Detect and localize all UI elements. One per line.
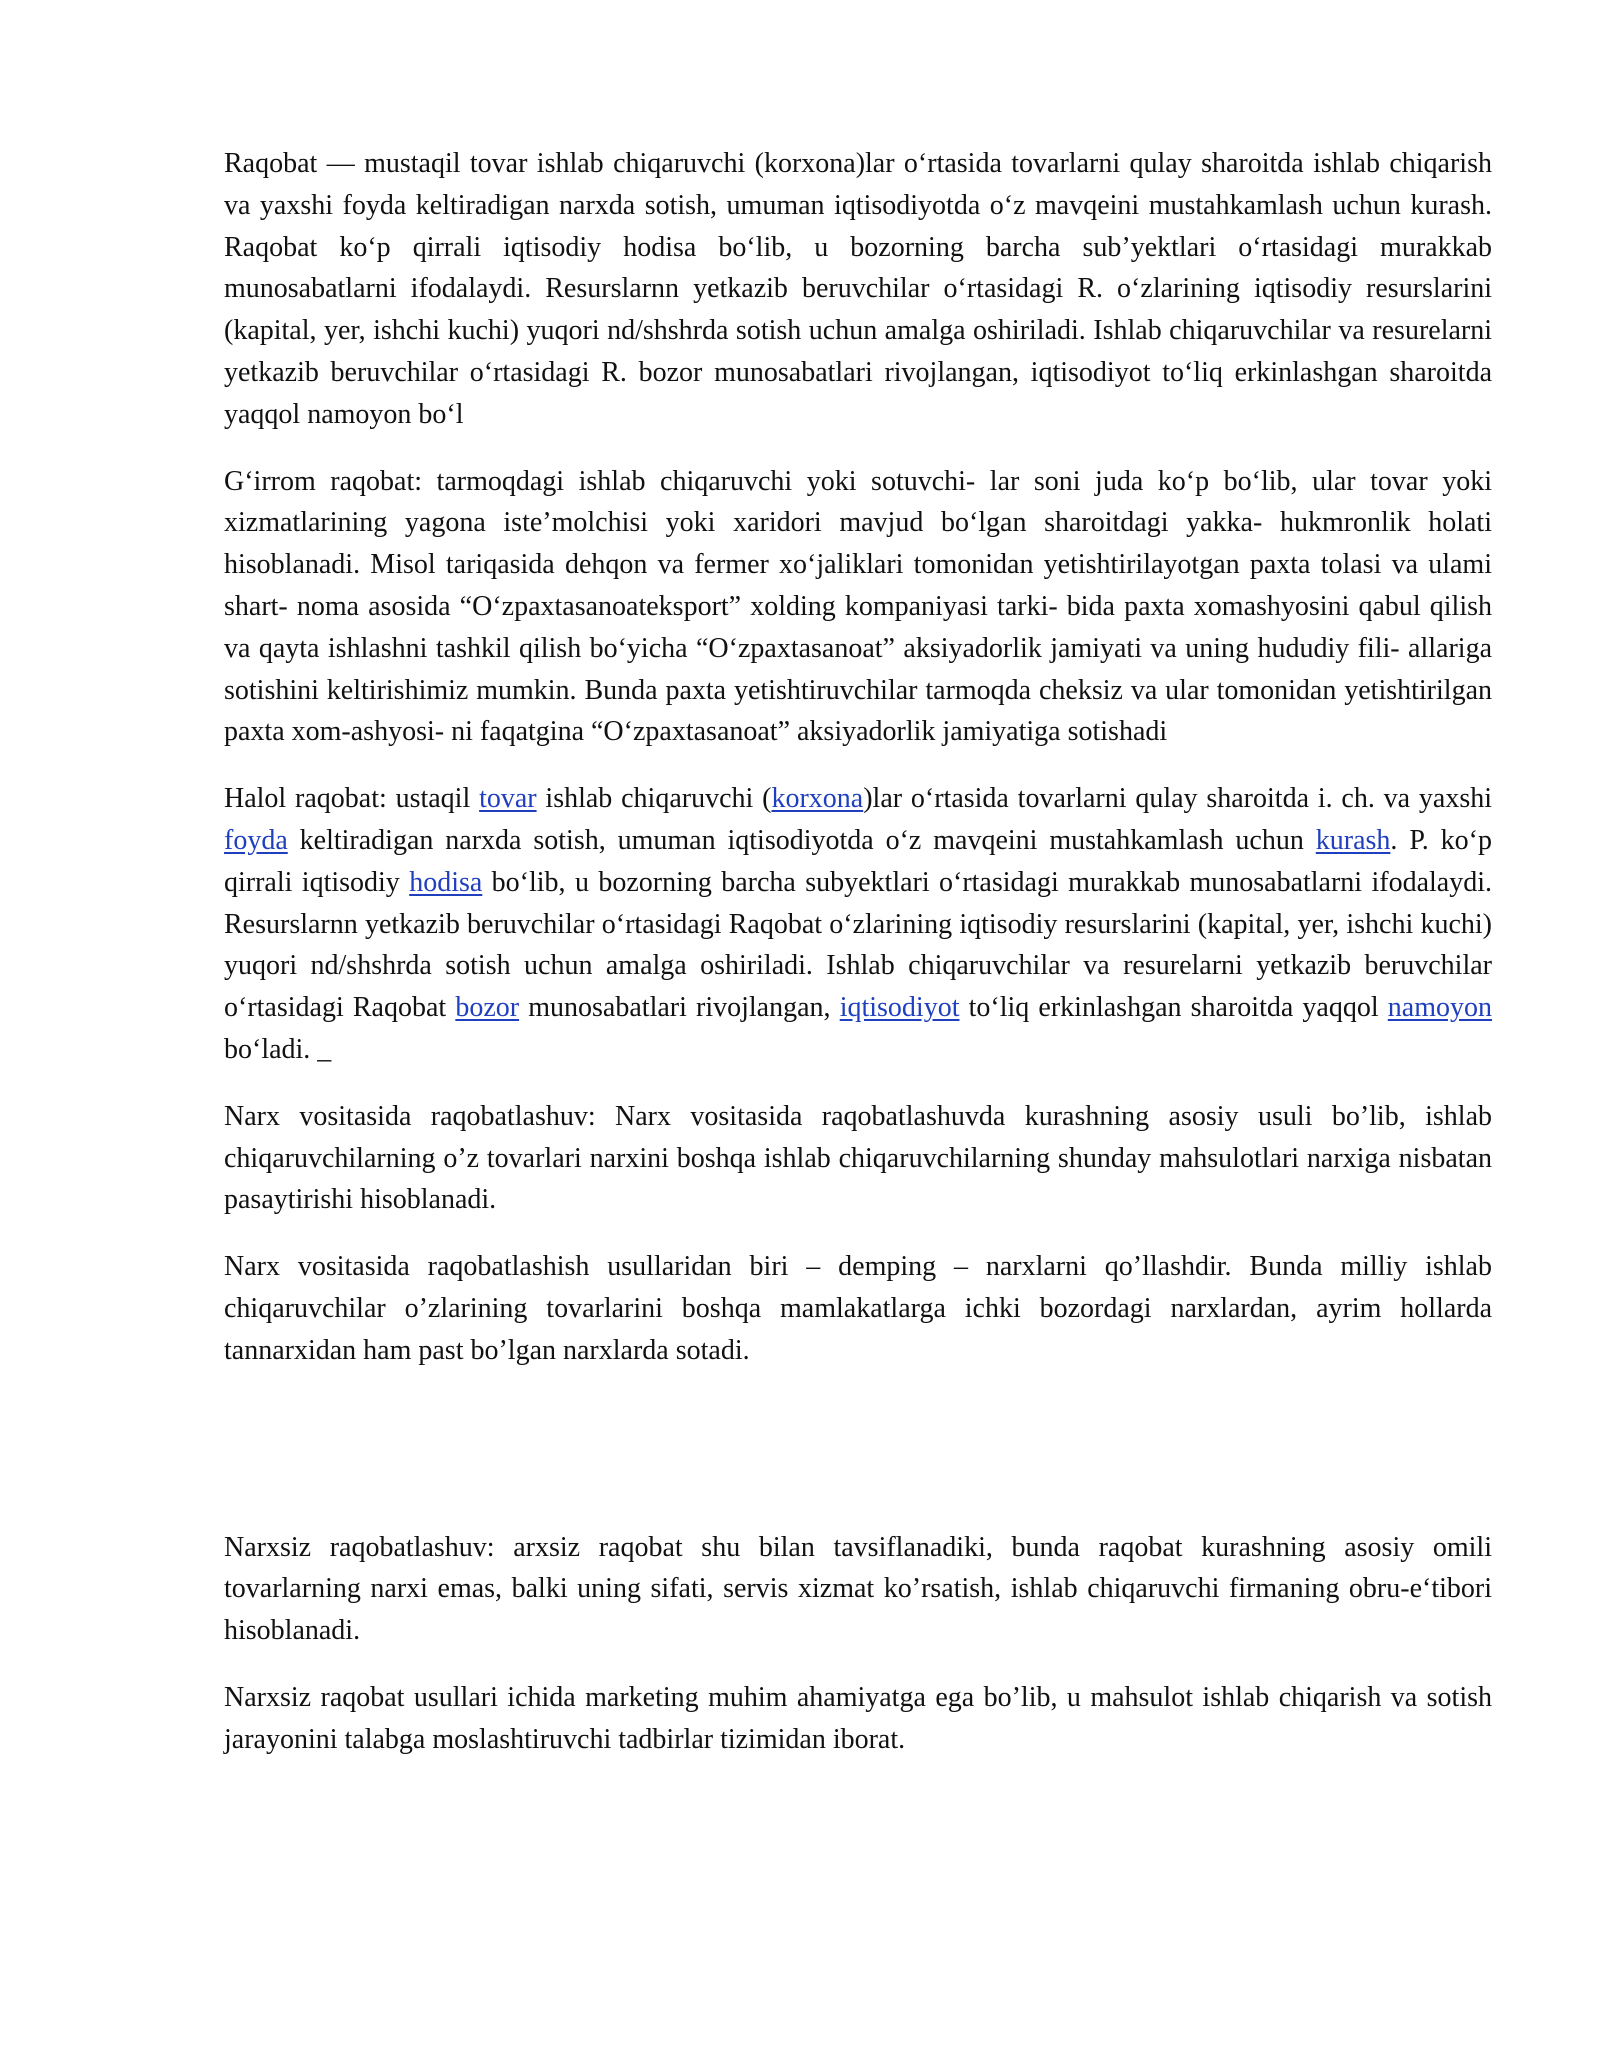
paragraph-text: bo‘ladi. _ bbox=[224, 1033, 332, 1065]
paragraph-text: bo‘lib, u bozorning barcha subyektlari o‘rtasidagi murakkab munosabatlarni ifodalaydi. Resurslarnn yetkazib beruvchilar o‘rtasidagi Raqobat o‘zlarining iqtisodiy resurslarini (kapital, yer, ishchi kuchi) yuqori nd/shshrda sotish uchun amalga oshiriladi. Ishlab chiqaruvchilar va resurelarni yetkazib beruvchilar o‘rtasidagi Raqobat bbox=[224, 866, 1492, 1024]
document-page bbox=[224, 143, 1492, 1786]
link-korxona[interactable]: korxona bbox=[771, 783, 864, 815]
link-kurash[interactable]: kurash bbox=[1315, 824, 1391, 856]
paragraph-text: )lar o‘rtasida tovarlarni qulay sharoitda i. ch. va yaxshi bbox=[863, 783, 1493, 815]
link-namoyon[interactable]: namoyon bbox=[1387, 992, 1492, 1024]
paragraph-narxsiz-marketing bbox=[224, 1677, 1492, 1761]
paragraph-text: Halol raqobat: ustaqil bbox=[224, 783, 480, 815]
paragraph-text: G‘irrom raqobat: tarmoqdagi ishlab chiqaruvchi yoki sotuvchi- lar soni juda ko‘p bo‘lib, ular tovar yoki xizmatlarining yagona iste’molchisi yoki xaridori mavjud bo‘lgan sharoitdagi yakka- hukmronlik holati hisoblanadi. Misol tariqasida dehqon va fermer xo‘jaliklari tomonidan yetishtirilayotgan paxta tolasi va ulami shart- noma asosida “O‘zpaxtasanoateksport” xolding kompaniyasi tarki- bida paxta xomashyosini qabul qilish va qayta ishlashni tashkil qilish bo‘yicha “O‘zpaxtasanoat” aksiyadorlik jamiyati va uning hududiy fili- allariga sotishini keltirishimiz mumkin. Bunda paxta yetishtiruvchilar tarmoqda cheksiz va ular tomonidan yetishtirilgan paxta xom-ashyosi- ni faqatgina “O‘zpaxtasanoat” aksiyadorlik jamiyatiga sotishadi bbox=[224, 465, 1492, 748]
paragraph-text: munosabatlari rivojlangan, bbox=[519, 992, 840, 1024]
link-hodisa[interactable]: hodisa bbox=[409, 866, 483, 898]
paragraph-text: Narx vositasida raqobatlashuv: Narx vositasida raqobatlashuvda kurashning asosiy usuli bo’lib, ishlab chiqaruvchilarning o’z tovarlari narxini boshqa ishlab chiqaruvchilarning shunday mahsulotlari narxiga nisbatan pasaytirishi hisoblanadi. bbox=[224, 1100, 1492, 1216]
paragraph-text: Raqobat — mustaqil tovar ishlab chiqaruvchi (korxona)lar o‘rtasida tovarlarni qulay sharoitda ishlab chiqarish va yaxshi foyda keltiradigan narxda sotish, umuman iqtisodiyotda o‘z mavqeini mustahkamlash uchun kurash. Raqobat ko‘p qirrali iqtisodiy hodisa bo‘lib, u bozorning barcha sub’yektlari o‘rtasidagi murakkab munosabatlarni ifodalaydi. Resurslarnn yetkazib beruvchilar o‘rtasidagi R. o‘zlarining iqtisodiy resurslarini (kapital, yer, ishchi kuchi) yuqori nd/shshrda sotish uchun amalga oshiriladi. Ishlab chiqaruvchilar va resurelarni yetkazib beruvchilar o‘rtasidagi R. bozor munosabatlari rivojlangan, iqtisodiyot to‘liq erkinlashgan sharoitda yaqqol namoyon bo‘l bbox=[224, 148, 1492, 430]
paragraph-text: ishlab chiqaruvchi ( bbox=[536, 783, 772, 815]
link-foyda[interactable]: foyda bbox=[224, 824, 288, 856]
paragraph-text: to‘liq erkinlashgan sharoitda yaqqol bbox=[959, 992, 1388, 1024]
paragraph-text: Narxsiz raqobatlashuv: arxsiz raqobat shu bilan tavsiflanadiki, bunda raqobat kurashning asosiy omili tovarlarning narxi emas, balki uning sifati, servis xizmat ko’rsatish, ishlab chiqaruvchi firmaning obru-e‘tibori hisoblanadi. bbox=[224, 1531, 1492, 1647]
paragraph-narxsiz-raqobatlashuv bbox=[224, 1527, 1492, 1652]
paragraph-text: . P. ko‘p qirrali iqtisodiy bbox=[224, 824, 1493, 898]
paragraph-text: Narx vositasida raqobatlashish usullaridan biri – demping – narxlarni qo’llashdir. Bunda milliy ishlab chiqaruvchilar o’zlarining tovarlarini boshqa mamlakatlarga ichki bozordagi narxlardan, ayrim hollarda tannarxidan ham past bo’lgan narxlarda sotadi. bbox=[224, 1251, 1492, 1366]
link-tovar[interactable]: tovar bbox=[479, 783, 537, 815]
paragraph-narx-raqobatlashuv bbox=[224, 1096, 1492, 1221]
link-iqtisodiyot[interactable]: iqtisodiyot bbox=[839, 992, 960, 1024]
paragraph-demping bbox=[224, 1246, 1492, 1371]
paragraph-text: Narxsiz raqobat usullari ichida marketing muhim ahamiyatga ega bo’lib, u mahsulot ishlab chiqarish va sotish jarayonini talabga moslashtiruvchi tadbirlar tizimidan iborat. bbox=[224, 1681, 1492, 1755]
paragraph-girrom-raqobat bbox=[224, 461, 1492, 754]
paragraph-halol-raqobat bbox=[224, 778, 1492, 1071]
paragraph-text: keltiradigan narxda sotish, umuman iqtisodiyotda o‘z mavqeini mustahkamlash uchun bbox=[287, 824, 1316, 856]
link-bozor[interactable]: bozor bbox=[455, 992, 520, 1024]
paragraph-raqobat-definition bbox=[224, 143, 1492, 436]
